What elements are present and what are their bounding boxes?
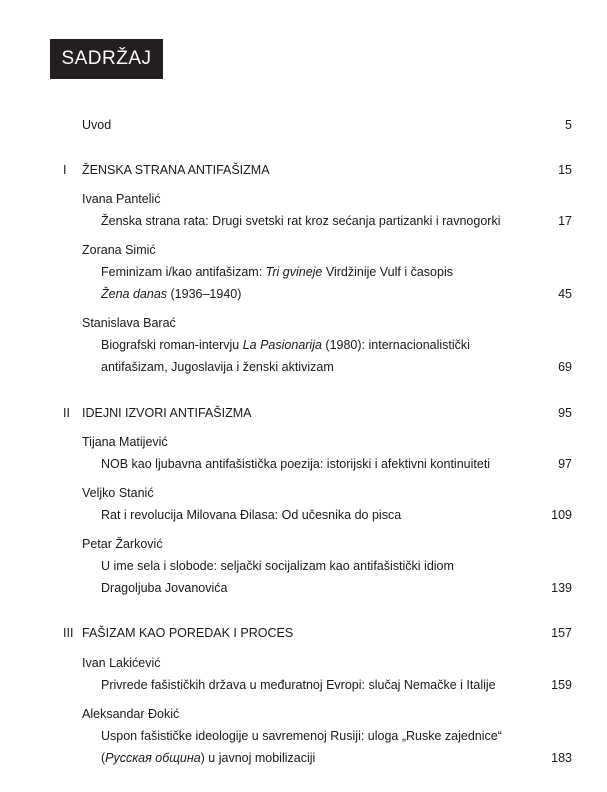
entry-title[interactable]: Privrede fašističkih država u međuratnoj Evropi: slučaj Nemačke i Italije [101, 678, 496, 692]
entry-page: 69 [558, 360, 572, 374]
entry-title[interactable]: NOB kao ljubavna antifašistička poezija: istorijski i afektivni kontinuiteti [101, 457, 491, 471]
entry-page: 97 [558, 457, 572, 471]
section-numeral: II [63, 406, 70, 420]
entry-page: 17 [558, 214, 572, 228]
entry-author: Ivana Pantelić [82, 192, 161, 206]
entry-author: Ivan Lakićević [82, 656, 161, 670]
entry-title-continued[interactable]: Dragoljuba Jovanovića [101, 581, 228, 595]
entry-author: Aleksandar Đokić [82, 707, 180, 721]
section-numeral: III [63, 626, 74, 640]
entry-title[interactable]: Ženska strana rata: Drugi svetski rat kroz sećanja partizanki i ravnogorki [101, 214, 501, 228]
entry-title-continued[interactable]: (Русская община) u javnoj mobilizaciji [101, 751, 316, 765]
section-numeral: I [63, 163, 67, 177]
entry-title[interactable]: Uspon fašističke ideologije u savremenoj Rusiji: uloga „Ruske zajednice“ [101, 729, 502, 743]
entry-page: 183 [551, 751, 572, 765]
entry-page: 159 [551, 678, 572, 692]
section-page: 95 [558, 406, 572, 420]
entry-author: Stanislava Barać [82, 316, 176, 330]
entry-author: Zorana Simić [82, 243, 156, 257]
entry-page: 139 [551, 581, 572, 595]
entry-title-continued[interactable]: Žena danas (1936–1940) [101, 287, 242, 301]
toc-intro-label[interactable]: Uvod [82, 118, 112, 132]
entry-title[interactable]: Feminizam i/kao antifašizam: Tri gvineje Virdžinije Vulf i časopis [101, 265, 453, 279]
section-page: 15 [558, 163, 572, 177]
section-title[interactable]: ŽENSKA STRANA ANTIFAŠIZMA [82, 163, 270, 177]
toc-intro-page: 5 [565, 118, 572, 132]
section-page: 157 [551, 626, 572, 640]
entry-page: 109 [551, 508, 572, 522]
page-title: SADRŽAJ [50, 39, 163, 79]
section-title[interactable]: FAŠIZAM KAO POREDAK I PROCES [82, 626, 294, 640]
entry-title[interactable]: U ime sela i slobode: seljački socijalizam kao antifašistički idiom [101, 559, 454, 573]
entry-author: Tijana Matijević [82, 435, 168, 449]
entry-author: Petar Žarković [82, 537, 163, 551]
entry-page: 45 [558, 287, 572, 301]
entry-title[interactable]: Rat i revolucija Milovana Đilasa: Od učesnika do pisca [101, 508, 402, 522]
section-title[interactable]: IDEJNI IZVORI ANTIFAŠIZMA [82, 406, 252, 420]
entry-title-continued[interactable]: antifašizam, Jugoslavija i ženski aktivizam [101, 360, 334, 374]
entry-author: Veljko Stanić [82, 486, 154, 500]
entry-title[interactable]: Biografski roman-intervju La Pasionarija (1980): internacionalistički [101, 338, 470, 352]
